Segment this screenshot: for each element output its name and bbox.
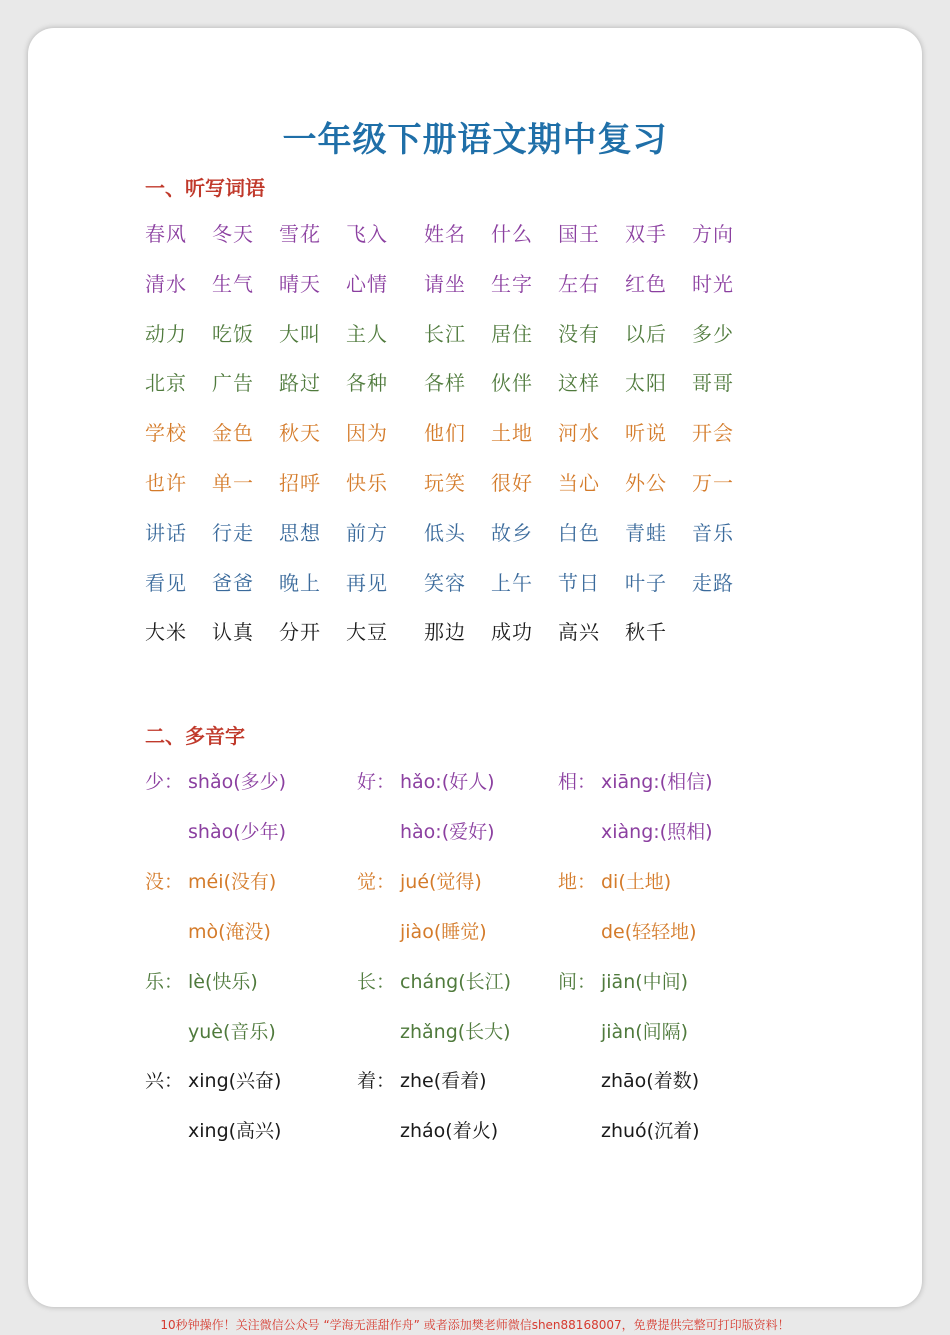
vocab-word: 分开 — [279, 620, 321, 645]
vocab-word: 飞入 — [346, 222, 388, 246]
polyphone-reading: jiān(中间) — [601, 970, 689, 993]
vocab-word: 动力 — [145, 321, 187, 346]
polyphone-character: 兴： — [145, 1070, 184, 1093]
vocab-word: 居住 — [491, 321, 533, 346]
vocab-word: 大叫 — [279, 321, 321, 346]
polyphone-reading: jué(觉得) — [400, 870, 482, 893]
polyphone-character: 相： — [558, 771, 597, 793]
vocab-word: 河水 — [558, 421, 600, 446]
polyphone-entry — [357, 1066, 487, 1096]
vocab-word: 节日 — [558, 570, 600, 595]
vocab-word: 单一 — [212, 471, 254, 495]
polyphone-entry — [357, 1116, 498, 1146]
polyphone-reading: méi(没有) — [188, 870, 277, 893]
vocab-word: 生字 — [491, 271, 533, 296]
polyphone-reading: di(土地) — [601, 870, 672, 893]
vocab-word: 没有 — [558, 321, 600, 346]
vocab-word: 广告 — [212, 371, 254, 396]
vocab-word: 成功 — [491, 620, 533, 645]
vocab-word: 万一 — [692, 471, 734, 495]
vocab-row — [0, 318, 950, 350]
vocab-row — [0, 517, 950, 549]
vocab-word: 很好 — [491, 471, 533, 495]
polyphone-entry — [558, 817, 713, 847]
vocab-word: 看见 — [145, 570, 187, 595]
vocab-word: 请坐 — [424, 271, 466, 296]
vocab-word: 晚上 — [279, 570, 321, 595]
vocab-word: 大米 — [145, 620, 187, 645]
polyphone-reading: de(轻轻地) — [601, 920, 697, 943]
footer-notice: 10秒钟操作！关注微信公众号 “学海无涯甜作舟” 或者添加樊老师微信shen88168007，免费提供完整可打印版资料！ — [160, 1318, 790, 1332]
polyphone-reading: hào:(爱好) — [400, 820, 495, 843]
polyphone-entry — [145, 1116, 281, 1146]
polyphone-reading: xing(兴奋) — [188, 1070, 282, 1093]
vocab-word: 伙伴 — [491, 371, 533, 396]
vocab-word: 低头 — [424, 520, 466, 545]
vocab-word: 哥哥 — [692, 371, 734, 396]
vocab-word: 太阳 — [625, 371, 667, 396]
vocab-word: 秋天 — [279, 421, 321, 446]
vocab-word: 故乡 — [491, 520, 533, 545]
vocab-word: 国王 — [558, 222, 600, 246]
polyphone-reading: zhāo(着数) — [601, 1070, 700, 1093]
polyphone-reading: mò(淹没) — [188, 920, 271, 943]
vocab-word: 外公 — [625, 471, 667, 495]
vocab-word: 雪花 — [279, 222, 321, 246]
vocab-word: 主人 — [346, 321, 388, 346]
polyphone-reading: hǎo:(好人) — [400, 771, 495, 793]
vocab-word: 金色 — [212, 421, 254, 446]
vocab-word: 前方 — [346, 520, 388, 545]
vocab-word: 上午 — [491, 570, 533, 595]
vocab-word: 也许 — [145, 471, 187, 495]
polyphone-entry — [357, 967, 511, 997]
polyphone-entry — [558, 867, 671, 897]
polyphone-reading: shào(少年) — [188, 820, 287, 843]
vocab-word: 思想 — [279, 520, 321, 545]
polyphone-reading: zháo(着火) — [400, 1120, 499, 1143]
vocab-word: 这样 — [558, 371, 600, 396]
polyphone-entry — [357, 817, 495, 847]
vocab-word: 玩笑 — [424, 471, 466, 495]
polyphone-character: 好： — [357, 771, 396, 793]
vocab-word: 大豆 — [346, 620, 388, 645]
vocab-word: 时光 — [692, 271, 734, 296]
vocab-word: 什么 — [491, 222, 533, 246]
polyphone-reading: xiāng:(相信) — [601, 771, 713, 793]
vocab-word: 方向 — [692, 222, 734, 246]
polyphone-entry — [145, 867, 276, 897]
polyphone-reading: yuè(音乐) — [188, 1020, 276, 1043]
vocab-word: 认真 — [212, 620, 254, 645]
polyphone-reading: xing(高兴) — [188, 1120, 282, 1143]
vocab-word: 那边 — [424, 620, 466, 645]
vocab-word: 叶子 — [625, 570, 667, 595]
polyphone-entry — [145, 1066, 281, 1096]
polyphone-entry — [357, 1017, 511, 1047]
polyphone-reading: shǎo(多少) — [188, 771, 287, 793]
vocab-word: 青蛙 — [625, 520, 667, 545]
polyphone-entry — [145, 1017, 276, 1047]
vocab-row — [0, 417, 950, 449]
vocab-word: 当心 — [558, 471, 600, 495]
polyphone-reading: zhuó(沉着) — [601, 1120, 700, 1143]
polyphone-character: 没： — [145, 870, 184, 893]
vocab-word: 路过 — [279, 371, 321, 396]
vocab-word: 听说 — [625, 421, 667, 446]
polyphone-character: 觉： — [357, 870, 396, 893]
vocab-word: 双手 — [625, 222, 667, 246]
vocab-word: 清水 — [145, 271, 187, 296]
polyphone-character: 长： — [357, 970, 396, 993]
polyphone-character: 间： — [558, 970, 597, 993]
polyphone-entry — [558, 917, 697, 947]
vocab-word: 冬天 — [212, 222, 254, 246]
vocab-word: 各种 — [346, 371, 388, 396]
polyphone-entry — [558, 967, 688, 997]
polyphone-entry — [558, 1066, 699, 1096]
section-heading-polyphones: 二、多音字 — [145, 724, 245, 748]
vocab-row — [0, 467, 950, 499]
polyphone-reading: zhe(看着) — [400, 1070, 487, 1093]
vocab-word: 以后 — [625, 321, 667, 346]
vocab-word: 他们 — [424, 421, 466, 446]
vocab-row — [0, 567, 950, 599]
vocab-row — [0, 616, 950, 648]
polyphone-reading: jiào(睡觉) — [400, 920, 487, 943]
vocab-word: 北京 — [145, 371, 187, 396]
polyphone-entry — [145, 817, 286, 847]
vocab-word: 讲话 — [145, 520, 187, 545]
vocab-word: 多少 — [692, 321, 734, 346]
polyphone-entry — [357, 767, 495, 797]
polyphone-reading: lè(快乐) — [188, 970, 258, 993]
polyphone-entry — [558, 1116, 700, 1146]
vocab-word: 高兴 — [558, 620, 600, 645]
vocab-word: 白色 — [558, 520, 600, 545]
vocab-word: 生气 — [212, 271, 254, 296]
vocab-word: 吃饭 — [212, 321, 254, 346]
polyphone-entry — [357, 917, 487, 947]
polyphone-entry — [145, 917, 271, 947]
vocab-word: 开会 — [692, 421, 734, 446]
vocab-word: 红色 — [625, 271, 667, 296]
polyphone-reading: xiàng:(照相) — [601, 820, 713, 843]
vocab-word: 行走 — [212, 520, 254, 545]
polyphone-reading: jiàn(间隔) — [601, 1020, 689, 1043]
vocab-word: 因为 — [346, 421, 388, 446]
vocab-word: 姓名 — [424, 222, 466, 246]
vocab-word: 秋千 — [625, 620, 667, 645]
polyphone-entry — [558, 1017, 688, 1047]
polyphone-character: 少： — [145, 771, 184, 793]
vocab-word: 笑容 — [424, 570, 466, 595]
polyphone-entry — [145, 767, 286, 797]
polyphone-reading: cháng(长江) — [400, 970, 512, 993]
polyphone-reading: zhǎng(长大) — [400, 1020, 511, 1043]
vocab-word: 各样 — [424, 371, 466, 396]
vocab-row — [0, 268, 950, 300]
vocab-word: 音乐 — [692, 520, 734, 545]
vocab-word: 学校 — [145, 421, 187, 446]
vocab-word: 土地 — [491, 421, 533, 446]
vocab-word: 再见 — [346, 570, 388, 595]
section-heading-dictation: 一、听写词语 — [145, 176, 265, 200]
vocab-row — [0, 218, 950, 250]
vocab-word: 心情 — [346, 271, 388, 296]
vocab-word: 招呼 — [279, 471, 321, 495]
vocab-word: 晴天 — [279, 271, 321, 296]
polyphone-entry — [357, 867, 482, 897]
vocab-word: 爸爸 — [212, 570, 254, 595]
vocab-word: 春风 — [145, 222, 187, 246]
vocab-word: 快乐 — [346, 471, 388, 495]
polyphone-entry — [558, 767, 713, 797]
polyphone-entry — [145, 967, 258, 997]
vocab-word: 走路 — [692, 570, 734, 595]
polyphone-character: 乐： — [145, 970, 184, 993]
vocab-word: 左右 — [558, 271, 600, 296]
page-title: 一年级下册语文期中复习 — [282, 120, 668, 160]
vocab-row — [0, 367, 950, 399]
vocab-word: 长江 — [424, 321, 466, 346]
polyphone-character: 着： — [357, 1070, 396, 1093]
polyphone-character: 地： — [558, 870, 597, 893]
